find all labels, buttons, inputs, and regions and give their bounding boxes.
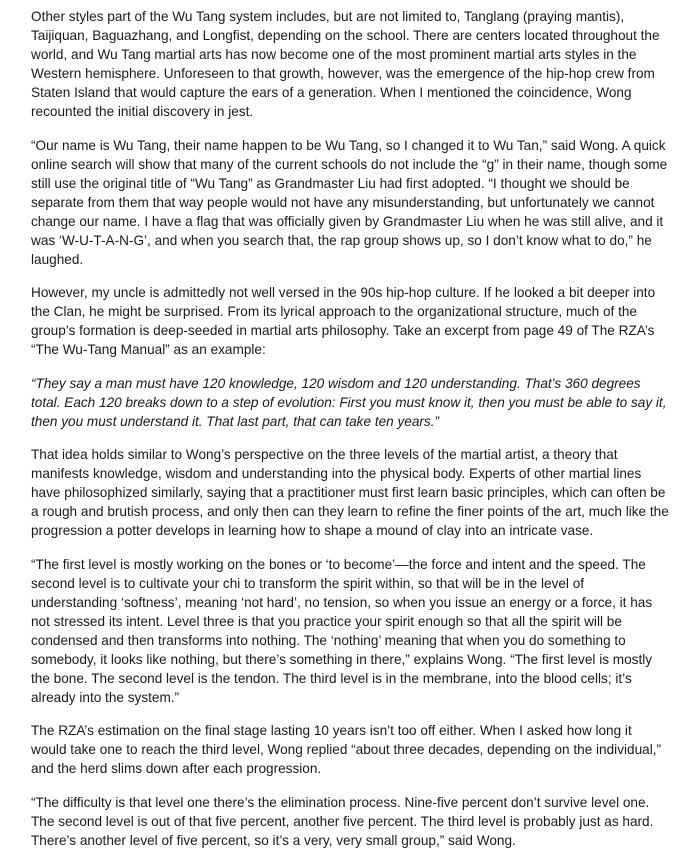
paragraph-elimination: “The difficulty is that level one there’s the elimination process. Nine-five percent don’t survive level one. The second level is out of that five percent, another five percent. The third level is probably just as hard. There’s another level of five percent, so it’s a very, very small group,” said Wong. xyxy=(31,794,654,848)
paragraph-name-change: “Our name is Wu Tang, their name happen to be Wu Tang, so I changed it to Wu Tan,” said Wong. A quick online search will show that many of the current schools do not include the “g” in their name, though some still use the original title of “Wu Tang” as Grandmaster Liu had first adopted. “I thought we should be separate from them that way people would not have any misunderstanding, but unfortunately we cannot change our name. I have a flag that was officially given by Grandmaster Liu when he was still alive, and it was ‘W-U-T-A-N-G’, and when you search that, the rap group shows up, so I don’t know what to do,” he laughed. xyxy=(31,137,668,267)
paragraph-three-levels: That idea holds similar to Wong’s perspective on the three levels of the martial artist, a theory that manifests knowledge, wisdom and understanding into the physical body. Experts of other martial lines have philosophized similarly, saying that a practitioner must first learn basic principles, which can often be a rough and brutish process, and only then can they learn to refine the finer points of the art, much like the progression a potter develops in learning how to shape a mound of clay into an intricate vase. xyxy=(31,447,669,538)
paragraph-hip-hop-culture: However, my uncle is admittedly not well versed in the 90s hip-hop culture. If he looked a bit deeper into the Clan, he might be surprised. From its lyrical approach to the organizational structure, much of the group’s formation is deep-seeded in martial arts philosophy. Take an excerpt from page 49 of The RZA’s “The Wu-Tang Manual” as an example: xyxy=(31,285,656,357)
paragraph-final-stage: The RZA’s estimation on the final stage lasting 10 years isn’t too off either. When I asked how long it would take one to reach the third level, Wong replied “about three decades, depending on the individual,” and the herd slims down after each progression. xyxy=(31,723,662,776)
paragraph-wong-quote-levels: “The first level is mostly working on the bones or ‘to become’—the force and intent and the speed. The second level is to cultivate your chi to transform the spirit within, so that will be in the level of understanding ‘softness’, meaning ‘not hard’, no tension, so when you issue an energy or a force, it has not stressed its intent. Level three is that you practice your spirit enough so that all the spirit will be condensed and then transforms into nothing. The ‘nothing’ meaning that when you do something to somebody, it looks like nothing, but there’s something in there,” explains Wong. “The first level is mostly the bone. The second level is the tendon. The third level is in the membrane, into the blood cells; it’s already into the system.” xyxy=(31,556,653,705)
paragraph-styles: Other styles part of the Wu Tang system includes, but are not limited to, Tanglang (praying mantis), Taijiquan, Baguazhang, and Longfist, depending on the school. There are centers located throughout the world, and Wu Tang martial arts has now become one of the most prominent martial arts styles in the Western hemisphere. Unforeseen to that growth, however, was the emergence of the hip-hop crew from Staten Island that would capture the ears of a generation. When I mentioned the coincidence, Wong recounted the initial discovery in jest. xyxy=(31,9,660,119)
block-quote-wu-tang-manual: “They say a man must have 120 knowledge, 120 wisdom and 120 understanding. That’s 360 degrees total. Each 120 breaks down to a step of evolution: First you must know it, then you must be able to say it, then you must understand it. That last part, that can take ten years.” xyxy=(31,375,667,429)
